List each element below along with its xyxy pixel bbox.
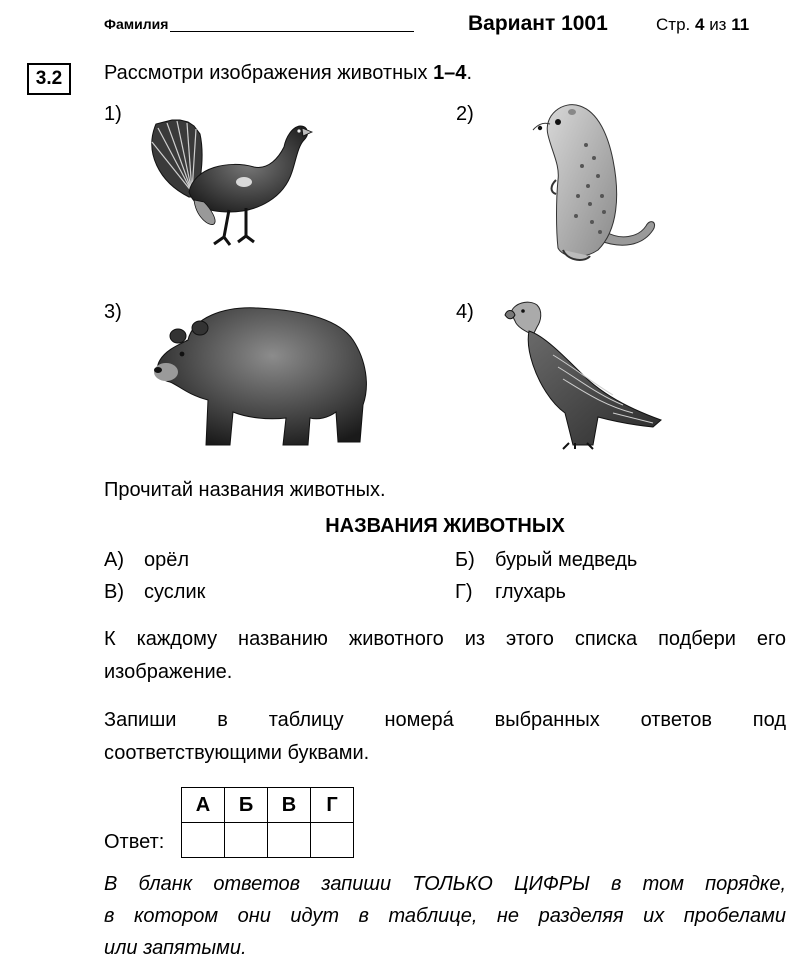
answer-cell-g[interactable]	[311, 823, 354, 858]
task-prompt	[104, 62, 472, 85]
option-text: суслик	[144, 581, 206, 603]
page-current: 4	[694, 15, 705, 34]
answer-header-g: Г	[311, 788, 354, 823]
option-key: Б)	[455, 549, 475, 571]
option-text: бурый медведь	[495, 549, 638, 571]
image-label-3: 3)	[104, 301, 122, 323]
option-a	[104, 549, 189, 572]
option-text: орёл	[144, 549, 190, 571]
match-instruction-line1: К каждому названию животного из этого списка подбери его	[104, 628, 786, 650]
option-g	[455, 581, 566, 604]
option-b	[455, 549, 637, 572]
surname-field	[104, 16, 414, 32]
page-total: 11	[731, 15, 750, 34]
answer-header-v: В	[268, 788, 311, 823]
names-title: НАЗВАНИЯ ЖИВОТНЫХ	[325, 515, 565, 537]
answer-header-row	[182, 788, 354, 823]
answer-input-row	[182, 823, 354, 858]
surname-line	[170, 17, 414, 32]
write-instruction-line2: соответствующими буквами.	[104, 742, 370, 764]
page-indicator	[656, 15, 749, 35]
match-instruction-line2: изображение.	[104, 661, 233, 683]
option-v	[104, 581, 205, 604]
answer-cell-b[interactable]	[225, 823, 268, 858]
option-key: В)	[104, 581, 124, 603]
footnote-line2: в котором они идут в таблице, не разделяя их пробелами	[104, 905, 786, 927]
task-number: 3.2	[27, 63, 71, 95]
prompt-end: .	[466, 62, 472, 84]
image-label-4: 4)	[456, 301, 474, 323]
footnote-line3: или запятыми.	[104, 937, 247, 959]
answer-cell-v[interactable]	[268, 823, 311, 858]
variant-title: Вариант 1001	[468, 12, 608, 35]
answer-table	[181, 787, 354, 858]
prompt-text: Рассмотри изображения животных	[104, 62, 434, 84]
answer-header-a: А	[182, 788, 225, 823]
footnote	[104, 868, 786, 964]
image-label-2: 2)	[456, 103, 474, 125]
option-key: Г)	[455, 581, 473, 603]
page-sep: из	[709, 15, 727, 34]
option-text: глухарь	[495, 581, 566, 603]
answer-header-b: Б	[225, 788, 268, 823]
read-instruction: Прочитай названия животных.	[104, 479, 386, 501]
surname-label: Фамилия	[104, 16, 169, 32]
answer-cell-a[interactable]	[182, 823, 225, 858]
capercaillie-illustration	[134, 112, 314, 257]
brown-bear-illustration	[148, 300, 373, 452]
prompt-range: 1–4	[433, 62, 467, 84]
answer-label: Ответ:	[104, 831, 165, 853]
ground-squirrel-illustration	[528, 100, 663, 270]
eagle-illustration	[503, 295, 663, 450]
image-label-1: 1)	[104, 103, 122, 125]
page-prefix: Стр.	[656, 15, 691, 34]
option-key: А)	[104, 549, 124, 571]
footnote-line1: В бланк ответов запиши ТОЛЬКО ЦИФРЫ в том порядке,	[104, 873, 786, 895]
write-instruction-line1: Запиши в таблицу номерá выбранных ответов под	[104, 709, 786, 731]
